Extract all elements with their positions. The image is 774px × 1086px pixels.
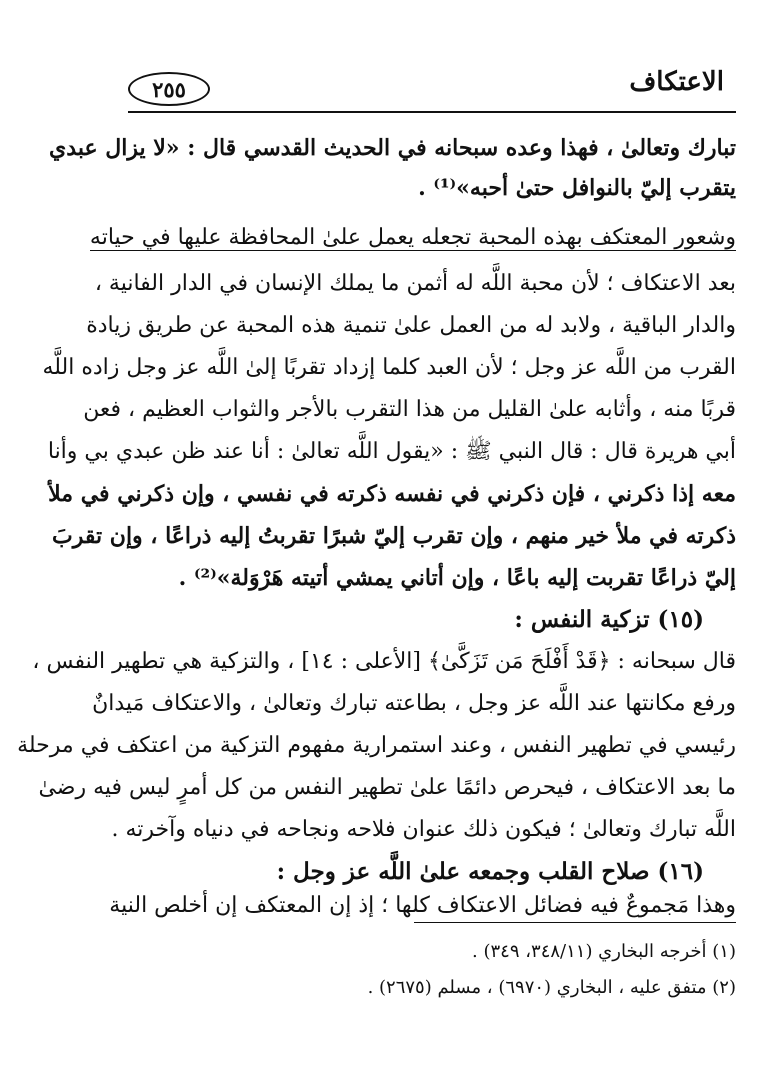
body-line-13: ورفع مكانتها عند اللَّه عز وجل ، بطاعته تبارك وتعالىٰ ، والاعتكاف مَيدانٌ <box>92 691 736 716</box>
body-line-6: القرب من اللَّه عز وجل ؛ لأن العبد كلما إزداد تقربًا إلىٰ اللَّه عز وجل زاده اللَّه <box>42 355 736 380</box>
section-heading-16: (١٦) صلاح القلب وجمعه علىٰ اللَّه عز وجل : <box>276 858 704 885</box>
body-line-14: رئيسي في تطهير النفس ، وعند استمرارية مفهوم التزكية من اعتكف في مرحلة <box>17 733 736 758</box>
body-line-1: تبارك وتعالىٰ ، فهذا وعده سبحانه في الحديث القدسي قال : «لا يزال عبدي <box>49 135 736 161</box>
body-line-8: أبي هريرة قال : قال النبي ﷺ : «يقول اللَّه تعالىٰ : أنا عند ظن عبدي بي وأنا <box>47 439 736 464</box>
page-number: ٢٥٥ <box>128 72 210 106</box>
body-line-16: اللَّه تبارك وتعالىٰ ؛ فيكون ذلك عنوان فلاحه ونجاحه في دنياه وآخرته . <box>111 817 736 842</box>
underlined-sentence: وشعور المعتكف بهذه المحبة تجعله يعمل علىٰ المحافظة عليها في حياته <box>89 225 736 250</box>
body-line-11: إليّ ذراعًا تقربت إليه باعًا ، وإن أتاني يمشي أتيته هَرْوَلة»⁽²⁾ . <box>178 565 736 591</box>
body-line-17: وهذا مَجموعٌ فيه فضائل الاعتكاف كلها ؛ إذ إن المعتكف إن أخلص النية <box>109 893 736 918</box>
footnote-1: (١) أخرجه البخاري (٣٤٨/١١، ٣٤٩) . <box>472 941 736 962</box>
running-header-title: الاعتكاف <box>629 67 724 97</box>
body-line-10: ذكرته في ملأ خير منهم ، وإن تقرب إليّ شبرًا تقربتُ إليه ذراعًا ، وإن تقربَ <box>52 523 736 549</box>
footnote-2: (٢) متفق عليه ، البخاري (٦٩٧٠) ، مسلم (٢٦٧٥) . <box>367 977 736 998</box>
body-line-9: معه إذا ذكرني ، فإن ذكرني في نفسه ذكرته في نفسي ، وإن ذكرني في ملأ <box>48 481 736 507</box>
body-line-4: بعد الاعتكاف ؛ لأن محبة اللَّه له أثمن ما يملك الإنسان في الدار الفانية ، <box>94 271 736 296</box>
body-line-2: يتقرب إليّ بالنوافل حتىٰ أحبه»⁽¹⁾ . <box>418 175 736 201</box>
body-line-5: والدار الباقية ، ولابد له من العمل علىٰ تنمية هذه المحبة عن طريق زيادة <box>86 313 736 338</box>
body-line-3 <box>89 214 736 262</box>
body-line-15: ما بعد الاعتكاف ، فيحرص دائمًا علىٰ تطهير النفس من كل أمرٍ ليس فيه رضىٰ <box>38 775 736 800</box>
body-line-7: قربًا منه ، وأثابه علىٰ القليل من هذا التقرب بالأجر والثواب العظيم ، فعن <box>83 397 736 422</box>
body-line-12: قال سبحانه : ﴿قَدْ أَفْلَحَ مَن تَزَكَّىٰ﴾ [الأعلى : ١٤] ، والتزكية هي تطهير النفس ، <box>32 649 736 674</box>
header-rule <box>128 111 736 113</box>
footnote-rule <box>414 922 736 923</box>
section-heading-15: (١٥) تزكية النفس : <box>514 606 704 633</box>
